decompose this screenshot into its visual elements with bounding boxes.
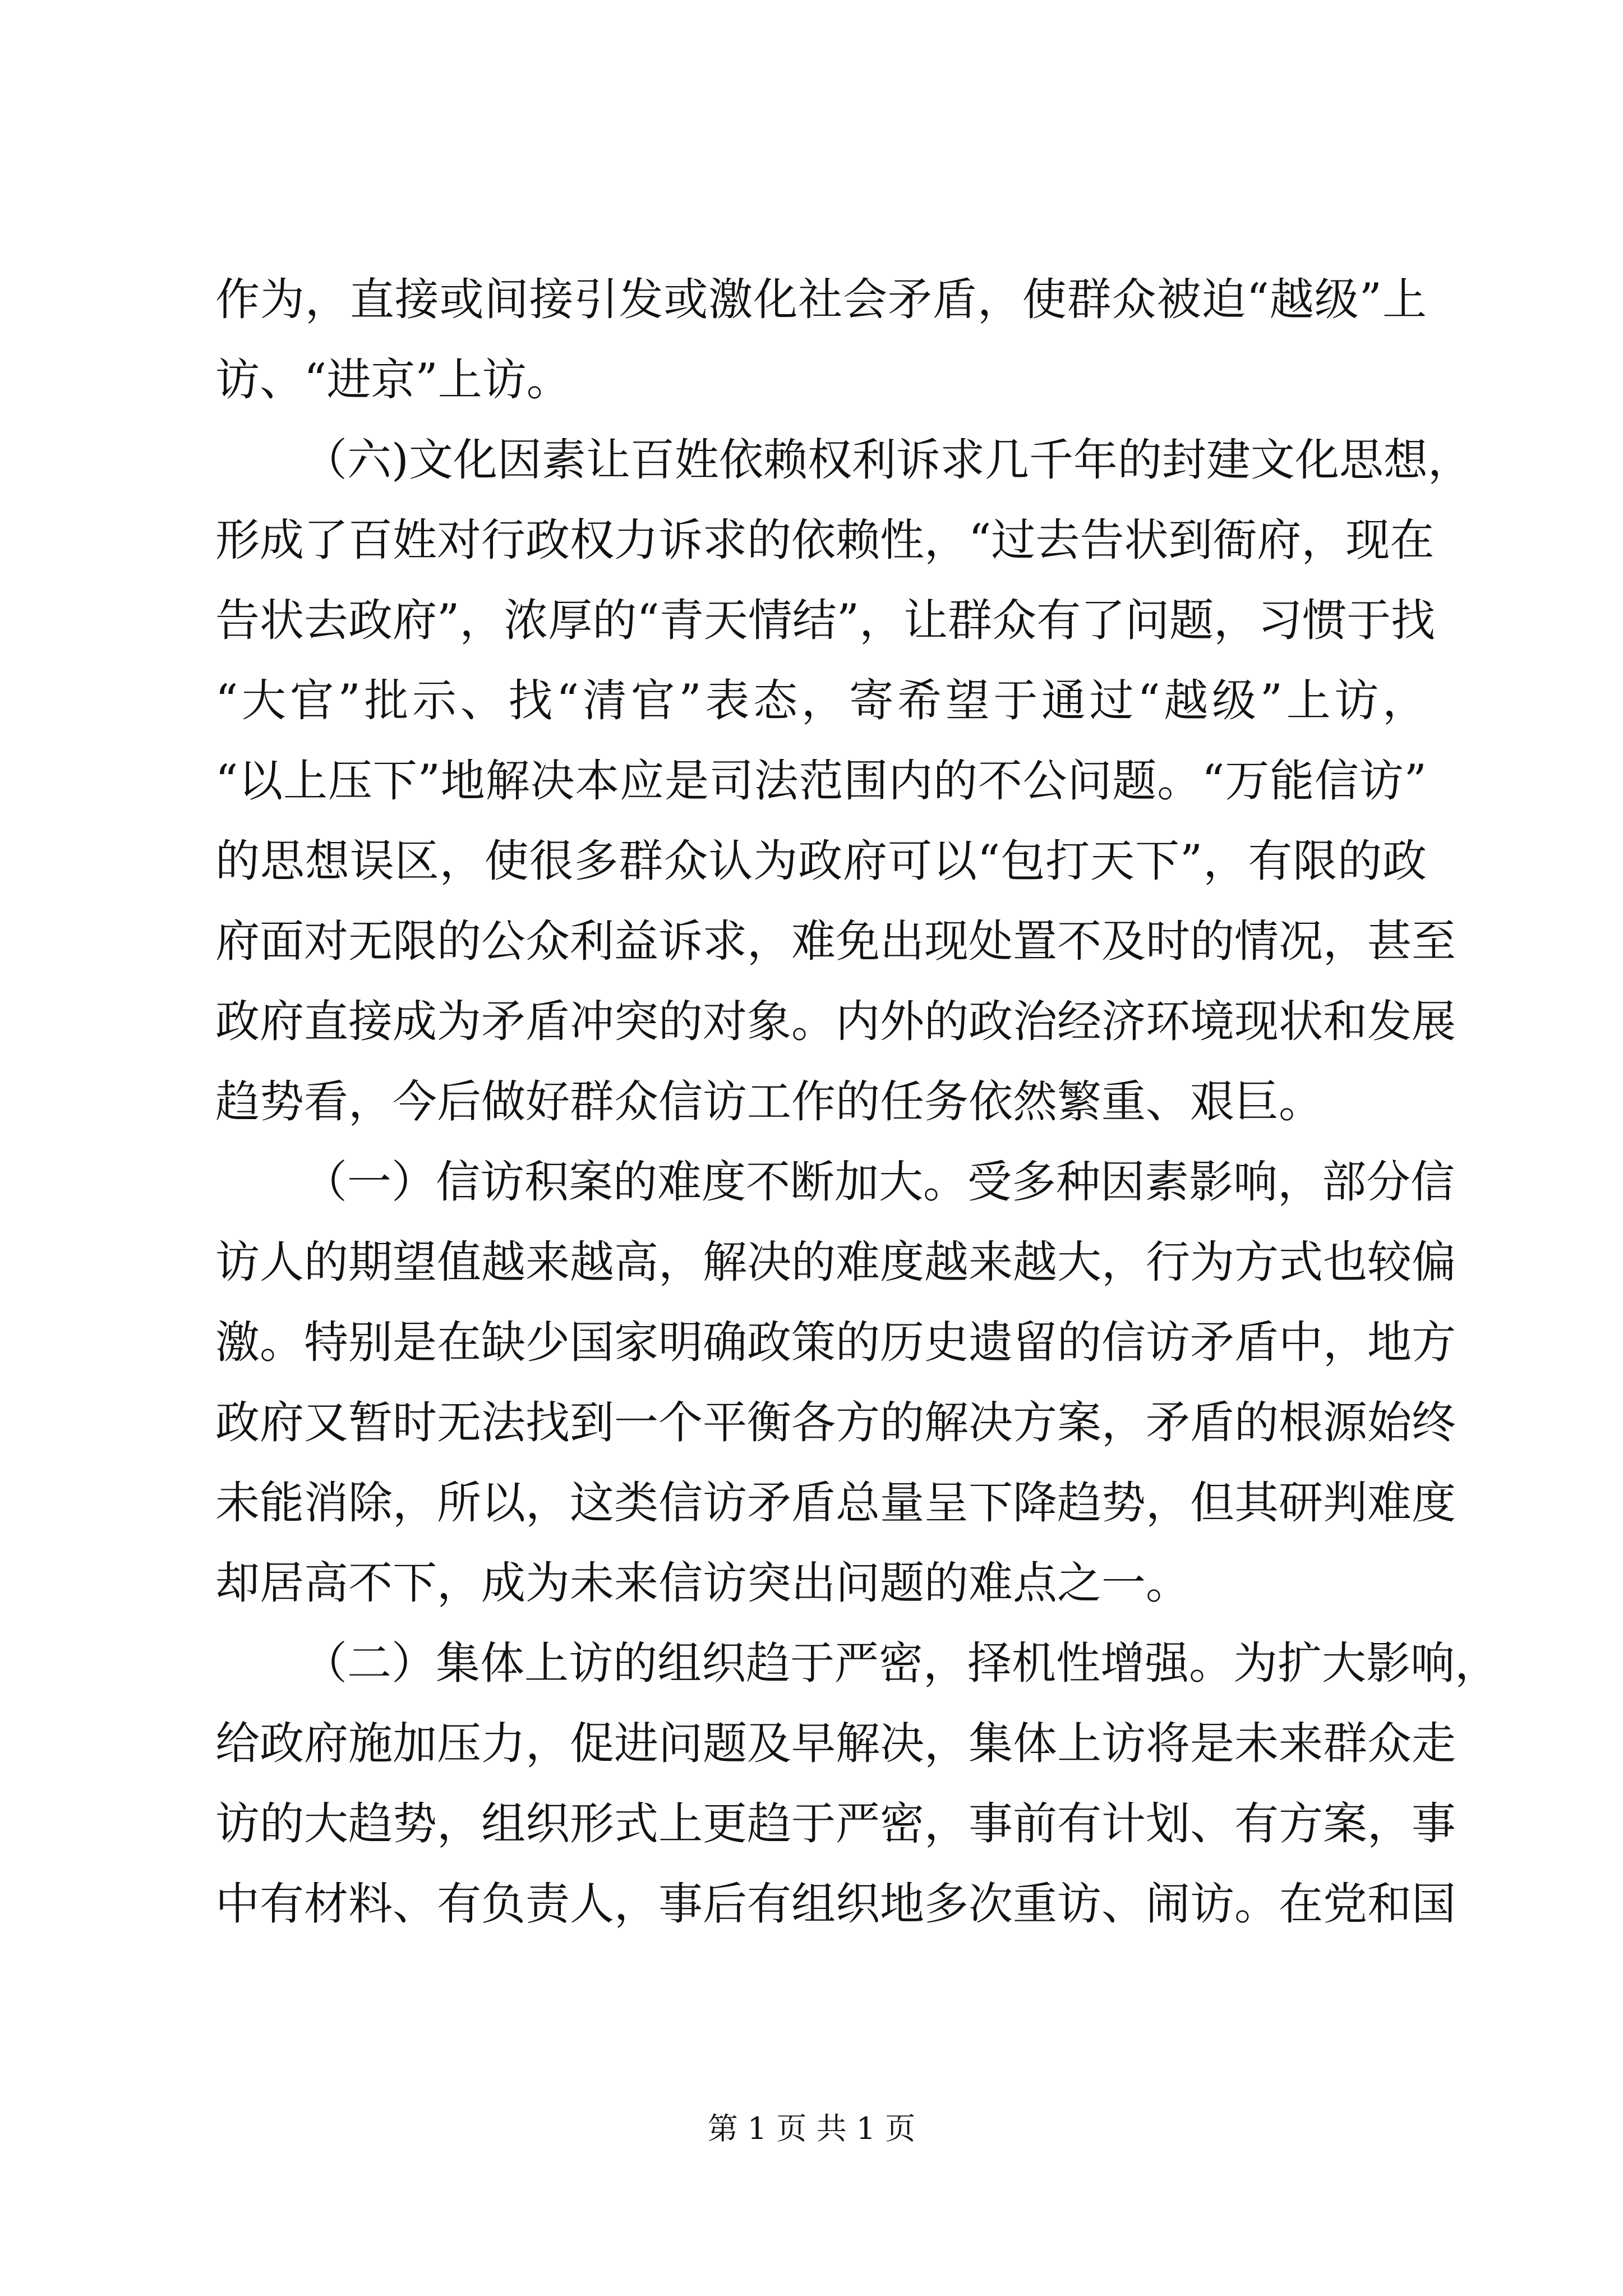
text-line: 中有材料、有负责人，事后有组织地多次重访、闹访。在党和国 [215,1878,1456,1930]
text-line: 作为，直接或间接引发或激化社会矛盾，使群众被迫“越级”上 [215,274,1427,325]
text-line: 访人的期望值越来越高，解决的难度越来越大，行为方式也较偏 [215,1236,1456,1288]
text-line: 激。特别是在缺少国家明确政策的历史遗留的信访矛盾中，地方 [215,1317,1456,1368]
text-line: 给政府施加压力，促进问题及早解决，集体上访将是未来群众走 [215,1718,1456,1769]
text-line: “以上压下”地解决本应是司法范围内的不公问题。“万能信访” [215,755,1427,807]
page-footer: 第 1 页 共 1 页 [707,2111,916,2146]
text-line: 形成了百姓对行政权力诉求的依赖性，“过去告状到衙府，现在 [215,514,1435,566]
text-line: 却居高不下，成为未来信访突出问题的难点之一。 [215,1557,1190,1609]
text-line: 未能消除，所以，这类信访矛盾总量呈下降趋势，但其研判难度 [215,1477,1456,1529]
text-line: 府面对无限的公众利益诉求，难免出现处置不及时的情况，甚至 [215,915,1456,967]
text-line: 告状去政府”，浓厚的“青天情结”，让群众有了问题，习惯于找 [215,595,1436,646]
text-line: 政府直接成为矛盾冲突的对象。内外的政治经济环境现状和发展 [215,996,1456,1047]
text-line: （二）集体上访的组织趋于严密，择机性增强。为扩大影响， [303,1637,1499,1689]
text-line: 趋势看，今后做好群众信访工作的任务依然繁重、艰巨。 [215,1076,1323,1128]
text-line: 访的大趋势，组织形式上更趋于严密，事前有计划、有方案，事 [215,1798,1456,1849]
text-line: （六)文化因素让百姓依赖权利诉求几千年的封建文化思想， [303,434,1472,486]
text-line: “大官”批示、找“清官”表态，寄希望于通过“越级”上访， [215,675,1427,726]
text-line: 的思想误区，使很多群众认为政府可以“包打天下”，有限的政 [215,835,1427,887]
text-line: 政府又暂时无法找到一个平衡各方的解决方案，矛盾的根源始终 [215,1397,1456,1448]
text-line: （一）信访积案的难度不断加大。受多种因素影响，部分信 [303,1156,1455,1208]
text-line: 访、“进京”上访。 [215,354,571,406]
body-text [215,260,1499,1944]
